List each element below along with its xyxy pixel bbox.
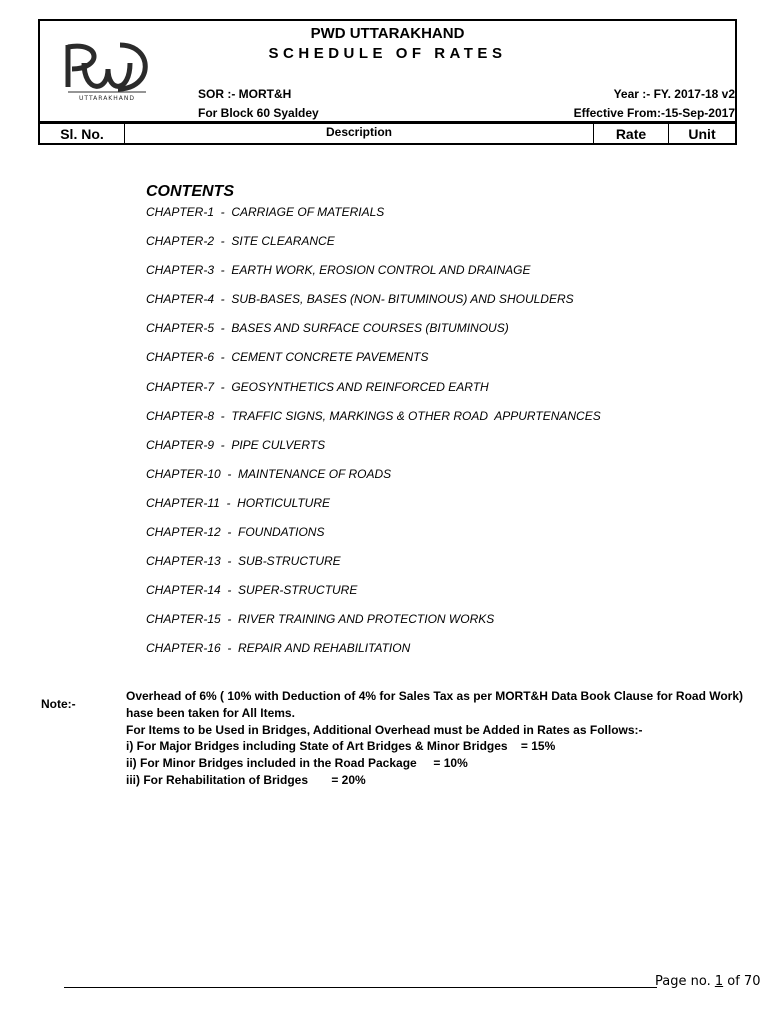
column-header-row xyxy=(38,123,737,145)
column-sl-no: Sl. No. xyxy=(40,124,125,143)
chapter-item: CHAPTER-11 - HORTICULTURE xyxy=(146,495,331,510)
chapter-item: CHAPTER-2 - SITE CLEARANCE xyxy=(146,234,335,249)
note-line: Overhead of 6% ( 10% with Deduction of 4% for Sales Tax as per MORT&H Data Book Clause for Road Work) xyxy=(126,689,744,703)
note-line: For Items to be Used in Bridges, Additional Overhead must be Added in Rates as Follows:- xyxy=(126,722,643,737)
page-number xyxy=(655,974,760,989)
chapter-item: CHAPTER-10 - MAINTENANCE OF ROADS xyxy=(146,466,392,481)
note-line: iii) For Rehabilitation of Bridges = 20% xyxy=(126,772,366,787)
note-line: hase been taken for All Items. xyxy=(126,705,295,720)
note-label: Note:- xyxy=(41,697,76,711)
chapter-item: CHAPTER-9 - PIPE CULVERTS xyxy=(146,437,326,452)
chapter-list xyxy=(146,205,601,671)
chapter-item: CHAPTER-14 - SUPER-STRUCTURE xyxy=(146,583,358,598)
sor-label: SOR :- MORT&H xyxy=(198,87,292,101)
chapter-item: CHAPTER-6 - CEMENT CONCRETE PAVEMENTS xyxy=(146,350,429,365)
document-title: SCHEDULE OF RATES xyxy=(268,45,507,62)
svg-text:UTTARAKHAND: UTTARAKHAND xyxy=(79,95,135,102)
column-unit: Unit xyxy=(688,125,716,142)
note-text xyxy=(126,689,743,790)
page-suffix: of 70 xyxy=(723,974,761,989)
contents-heading: CONTENTS xyxy=(146,183,234,200)
note-line: i) For Major Bridges including State of Art Bridges & Minor Bridges = 15% xyxy=(126,739,556,754)
org-title: PWD UTTARAKHAND xyxy=(310,25,465,42)
footer-rule xyxy=(64,987,657,988)
chapter-item: CHAPTER-16 - REPAIR AND REHABILITATION xyxy=(146,641,411,656)
effective-date: Effective From:-15-Sep-2017 xyxy=(573,106,735,120)
chapter-item: CHAPTER-12 - FOUNDATIONS xyxy=(146,525,325,540)
column-description: Description xyxy=(125,124,594,143)
page-prefix: Page no. xyxy=(655,974,715,989)
chapter-item: CHAPTER-3 - EARTH WORK, EROSION CONTROL AND DRAINAGE xyxy=(146,263,531,278)
chapter-item: CHAPTER-5 - BASES AND SURFACE COURSES (BITUMINOUS) xyxy=(146,321,509,336)
chapter-item: CHAPTER-1 - CARRIAGE OF MATERIALS xyxy=(146,205,385,219)
column-rate: Rate xyxy=(594,124,669,143)
chapter-item: CHAPTER-15 - RIVER TRAINING AND PROTECTION WORKS xyxy=(146,612,495,627)
page-current: 1 xyxy=(714,974,724,989)
year-label: Year :- FY. 2017-18 v2 xyxy=(613,87,735,101)
chapter-item: CHAPTER-8 - TRAFFIC SIGNS, MARKINGS & OTHER ROAD APPURTENANCES xyxy=(146,408,601,423)
note-line: ii) For Minor Bridges included in the Road Package = 10% xyxy=(126,756,468,771)
chapter-item: CHAPTER-13 - SUB-STRUCTURE xyxy=(146,554,341,569)
chapter-item: CHAPTER-4 - SUB-BASES, BASES (NON- BITUMINOUS) AND SHOULDERS xyxy=(146,292,574,307)
block-label: For Block 60 Syaldey xyxy=(198,106,319,120)
header-box xyxy=(38,19,737,123)
chapter-item: CHAPTER-7 - GEOSYNTHETICS AND REINFORCED EARTH xyxy=(146,379,489,394)
